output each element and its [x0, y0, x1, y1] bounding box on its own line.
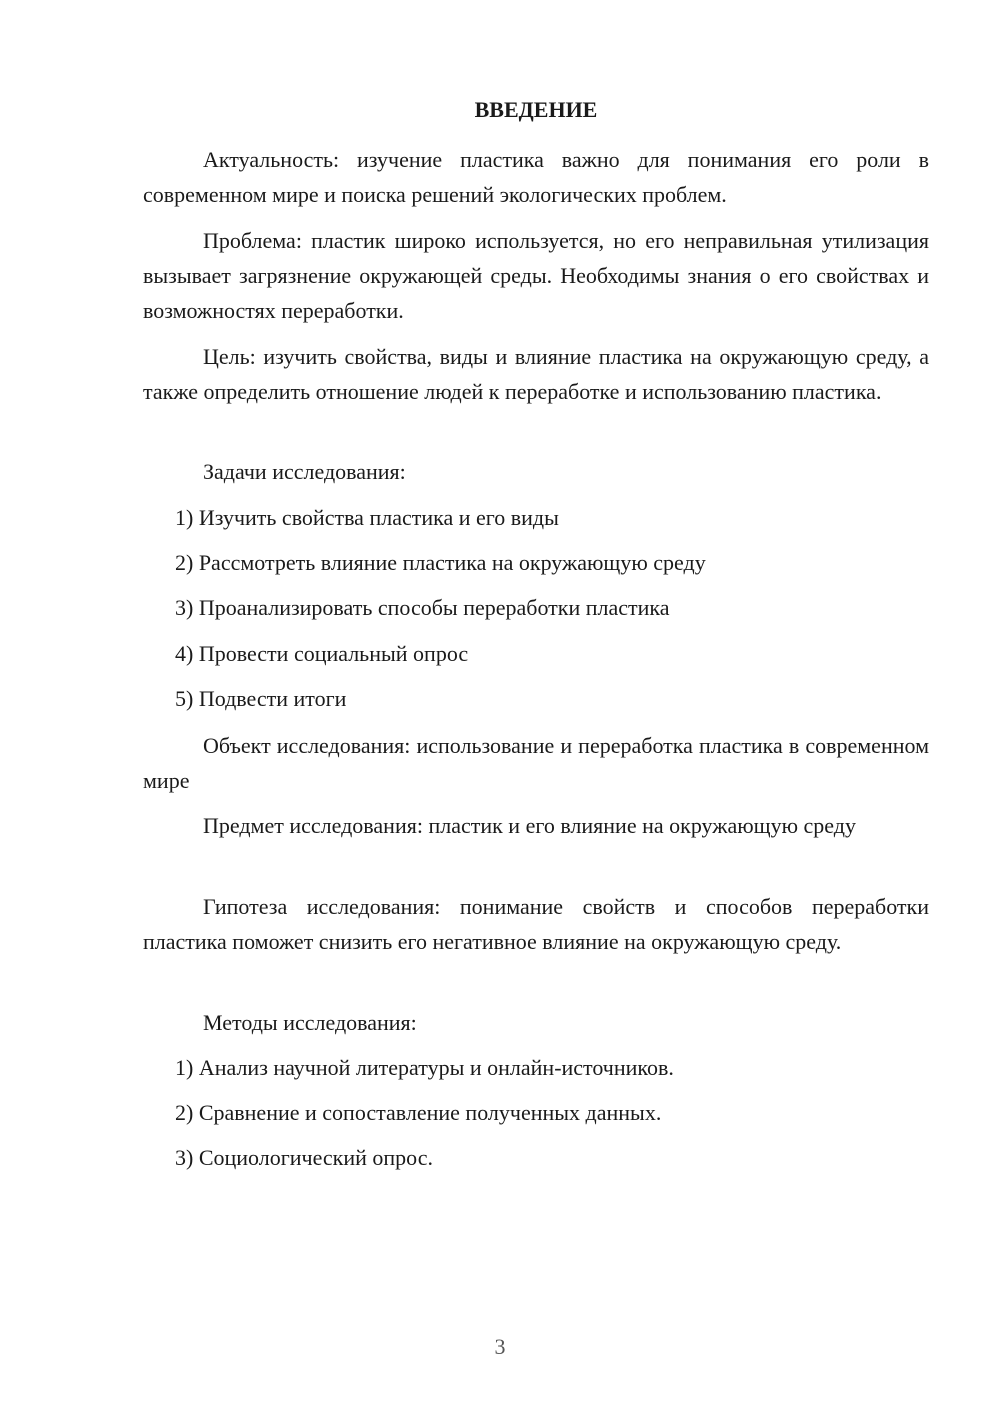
page-number: 3	[494, 1334, 506, 1359]
section-title: ВВЕДЕНИЕ	[474, 97, 598, 122]
task-item-4: 4) Провести социальный опрос	[175, 641, 469, 666]
subject-paragraph: Предмет исследования: пластик и его влияние на окружающую среду	[203, 813, 856, 838]
method-item-2: 2) Сравнение и сопоставление полученных данных.	[175, 1100, 662, 1125]
method-item-3: 3) Социологический опрос.	[175, 1145, 433, 1170]
problem-paragraph: Проблема: пластик широко используется, но его неправильная утилизация вызывает загрязнение окружающей среды. Необходимы знания о его свойствах и возможностях переработки.	[143, 228, 929, 323]
tasks-heading: Задачи исследования:	[203, 459, 406, 484]
task-item-3: 3) Проанализировать способы переработки пластика	[175, 595, 670, 620]
methods-heading: Методы исследования:	[203, 1010, 417, 1035]
relevance-paragraph: Актуальность: изучение пластика важно для понимания его роли в современном мире и поиска решений экологических проблем.	[143, 147, 929, 207]
goal-paragraph: Цель: изучить свойства, виды и влияние пластика на окружающую среду, а также определить отношение людей к переработке и использованию пластика.	[143, 344, 929, 404]
method-item-1: 1) Анализ научной литературы и онлайн-источников.	[175, 1055, 674, 1080]
task-item-5: 5) Подвести итоги	[175, 686, 347, 711]
task-item-1: 1) Изучить свойства пластика и его виды	[175, 505, 559, 530]
hypothesis-paragraph: Гипотеза исследования: понимание свойств и способов переработки пластика поможет снизить его негативное влияние на окружающую среду.	[143, 894, 929, 954]
task-item-2: 2) Рассмотреть влияние пластика на окружающую среду	[175, 550, 706, 575]
object-paragraph: Объект исследования: использование и переработка пластика в современном мире	[143, 733, 929, 793]
